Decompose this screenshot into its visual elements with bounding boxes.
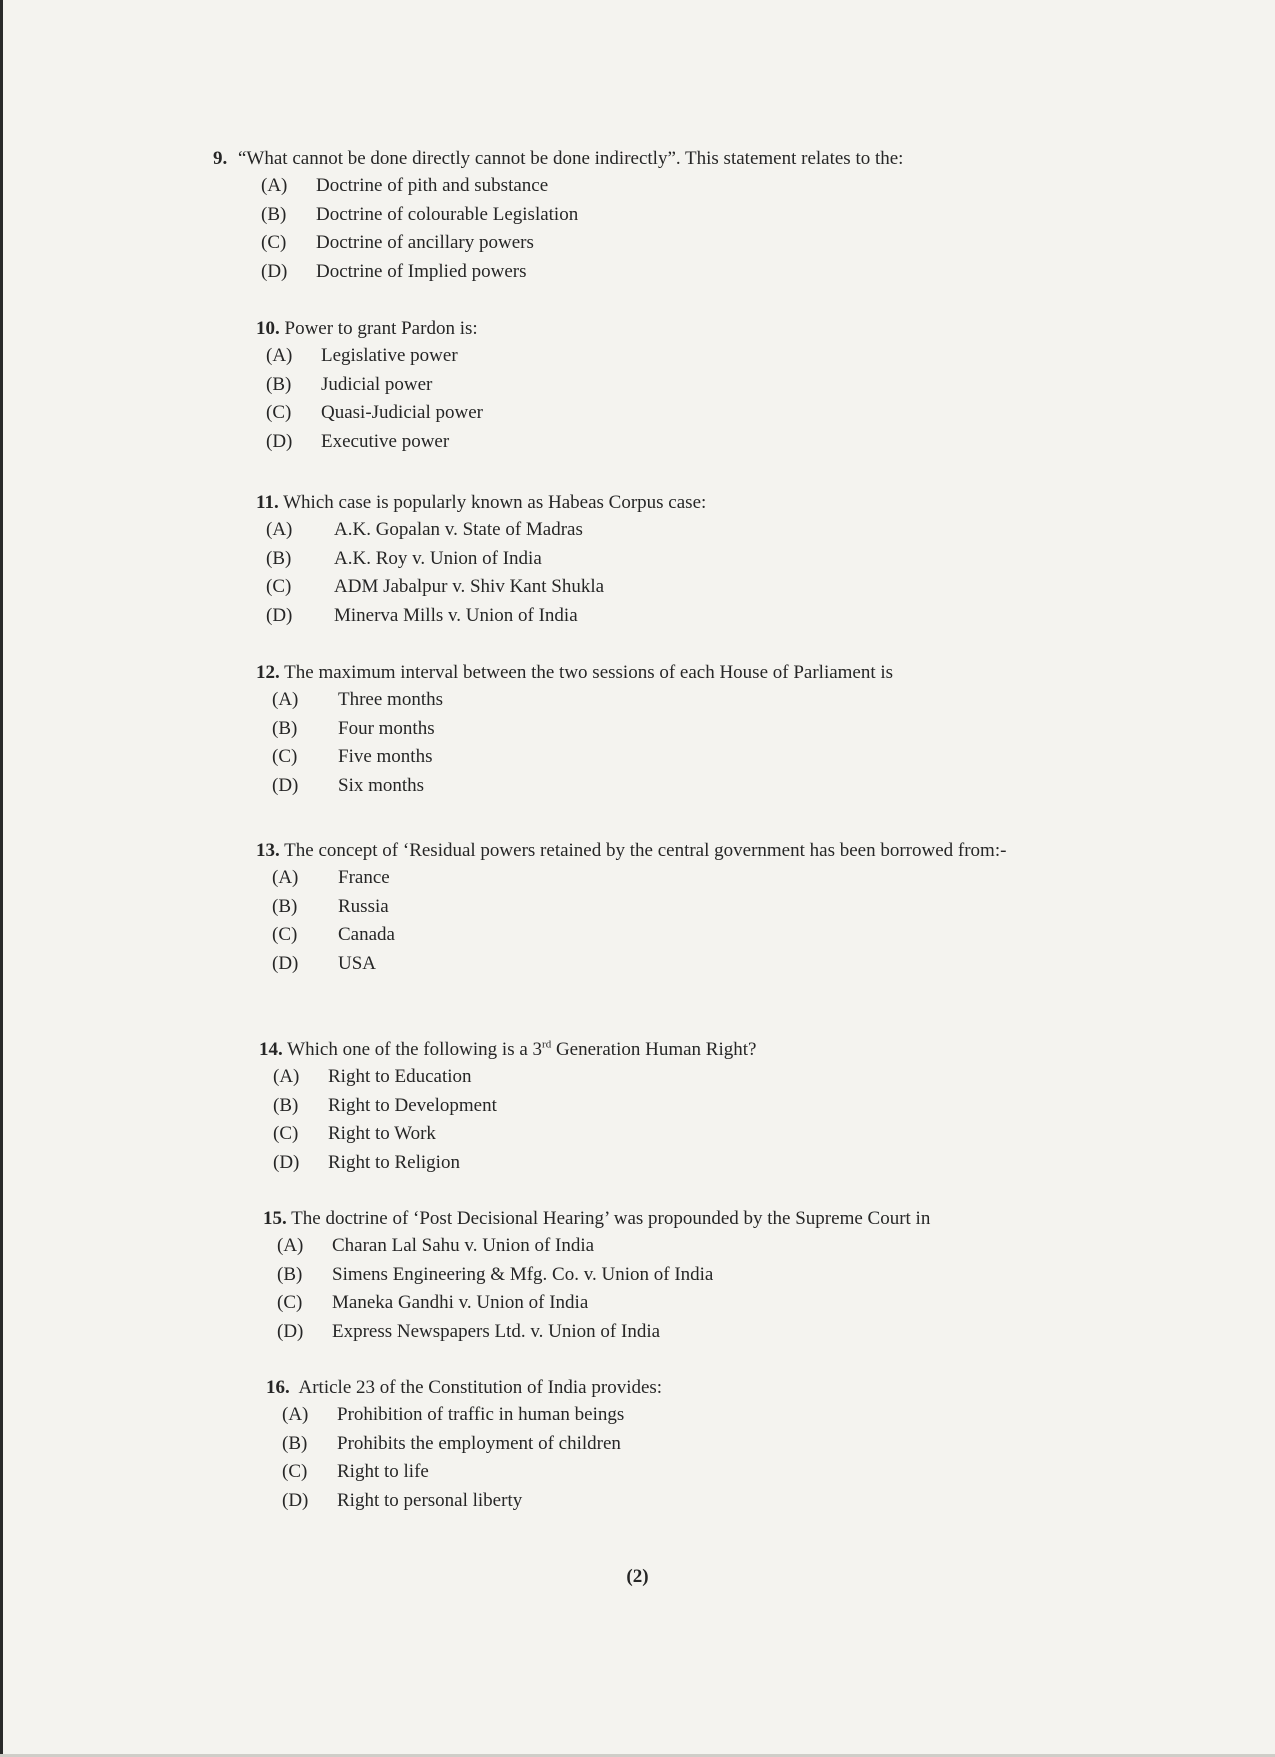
option-text: Right to Work — [328, 1123, 436, 1144]
option-letter: (B) — [277, 1263, 303, 1285]
option-c — [266, 399, 1256, 428]
option-text: Doctrine of pith and substance — [316, 175, 549, 196]
option-text: Charan Lal Sahu v. Union of India — [332, 1235, 595, 1256]
question-stem — [266, 1375, 1266, 1401]
question-10 — [256, 316, 1256, 456]
option-text: Prohibits the employment of children — [337, 1432, 621, 1454]
option-list — [261, 172, 1253, 286]
option-c — [273, 1120, 1259, 1149]
option-text: Right to Religion — [328, 1151, 460, 1173]
option-text: Doctrine of ancillary powers — [316, 232, 534, 253]
option-letter: (B) — [272, 717, 298, 739]
option-letter: (B) — [261, 203, 287, 225]
option-letter: (D) — [266, 604, 293, 626]
option-text: Prohibition of traffic in human beings — [337, 1404, 625, 1425]
option-d — [277, 1318, 1263, 1347]
option-text: Quasi-Judicial power — [321, 402, 483, 423]
option-b — [266, 545, 1256, 574]
option-text: Legislative power — [321, 345, 458, 366]
option-letter: (D) — [282, 1489, 309, 1511]
option-c — [272, 921, 1156, 950]
option-a — [272, 686, 1256, 715]
option-letter: (D) — [261, 260, 288, 282]
question-text: The doctrine of ‘Post Decisional Hearing’ was propounded by the Supreme Court in — [291, 1208, 931, 1229]
option-b — [282, 1430, 1266, 1459]
option-letter: (A) — [261, 175, 288, 196]
option-a — [277, 1232, 1263, 1261]
option-a — [261, 172, 1253, 201]
option-letter: (B) — [282, 1432, 308, 1454]
question-12 — [256, 660, 1256, 800]
option-c — [266, 573, 1256, 602]
question-number: 16. — [266, 1377, 290, 1398]
option-d — [272, 950, 1156, 979]
option-letter: (A) — [277, 1235, 304, 1256]
question-text: The maximum interval between the two sessions of each House of Parliament is — [284, 662, 894, 683]
option-letter: (A) — [266, 345, 293, 366]
option-b — [272, 715, 1256, 744]
option-c — [272, 743, 1256, 772]
option-text: Russia — [338, 895, 389, 917]
option-list — [277, 1232, 1263, 1346]
question-13 — [256, 838, 1156, 978]
option-text: A.K. Gopalan v. State of Madras — [334, 519, 583, 540]
question-text: The concept of ‘Residual powers retained by the central government has been borrowed from:- — [284, 840, 1007, 861]
option-text: Doctrine of colourable Legislation — [316, 203, 579, 225]
option-letter: (D) — [277, 1320, 304, 1342]
page-number: (2) — [626, 1566, 649, 1587]
option-text: Five months — [338, 746, 433, 767]
option-letter: (C) — [261, 232, 287, 253]
option-letter: (B) — [273, 1094, 299, 1116]
question-stem — [213, 146, 1253, 172]
option-letter: (C) — [266, 402, 292, 423]
option-text: Canada — [338, 924, 395, 945]
option-letter: (A) — [266, 519, 293, 540]
option-letter: (C) — [272, 924, 298, 945]
option-list — [272, 686, 1256, 800]
option-letter: (D) — [272, 774, 299, 796]
option-c — [277, 1289, 1263, 1318]
question-stem — [256, 490, 1256, 516]
option-text: Judicial power — [321, 373, 433, 395]
option-letter: (C) — [272, 746, 298, 767]
question-stem — [256, 316, 1256, 342]
option-letter: (D) — [266, 430, 293, 452]
option-text: Simens Engineering & Mfg. Co. v. Union of India — [332, 1263, 714, 1285]
question-text-before: Which one of the following is a 3 — [287, 1039, 543, 1060]
option-text: Executive power — [321, 430, 450, 452]
option-letter: (A) — [273, 1066, 300, 1087]
option-d — [282, 1487, 1266, 1516]
question-number: 12. — [256, 662, 280, 683]
option-letter: (A) — [282, 1404, 309, 1425]
option-text: Four months — [338, 717, 435, 739]
option-c — [282, 1458, 1266, 1487]
option-list — [266, 342, 1256, 456]
question-stem — [256, 660, 1256, 686]
option-text: Right to Education — [328, 1066, 472, 1087]
option-letter: (B) — [266, 373, 292, 395]
option-text: Minerva Mills v. Union of India — [334, 604, 578, 626]
option-letter: (D) — [272, 952, 299, 974]
question-16 — [266, 1375, 1266, 1515]
question-stem — [263, 1206, 1263, 1232]
superscript-ordinal: rd — [542, 1038, 552, 1051]
question-number: 11. — [256, 492, 279, 513]
question-11 — [256, 490, 1256, 630]
option-d — [266, 428, 1256, 457]
option-letter: (C) — [266, 576, 292, 597]
option-list — [282, 1401, 1266, 1515]
option-a — [266, 516, 1256, 545]
option-b — [273, 1092, 1259, 1121]
option-b — [272, 893, 1156, 922]
option-letter: (C) — [282, 1461, 308, 1482]
option-list — [273, 1063, 1259, 1177]
question-number: 13. — [256, 840, 280, 861]
option-a — [273, 1063, 1259, 1092]
option-d — [261, 258, 1253, 287]
question-text: Which case is popularly known as Habeas Corpus case: — [283, 492, 707, 513]
question-text: Article 23 of the Constitution of India provides: — [298, 1377, 663, 1398]
option-letter: (C) — [277, 1292, 303, 1313]
option-b — [266, 371, 1256, 400]
option-text: Three months — [338, 689, 444, 710]
option-letter: (A) — [272, 689, 299, 710]
question-text: Power to grant Pardon is: — [284, 318, 478, 339]
option-b — [277, 1261, 1263, 1290]
question-15 — [263, 1206, 1263, 1346]
question-number: 10. — [256, 318, 280, 339]
option-text: Six months — [338, 774, 425, 796]
option-text: France — [338, 867, 390, 888]
option-letter: (B) — [272, 895, 298, 917]
option-text: Doctrine of Implied powers — [316, 260, 527, 282]
option-d — [273, 1149, 1259, 1178]
option-text: USA — [338, 952, 377, 974]
option-letter: (D) — [273, 1151, 300, 1173]
option-text: A.K. Roy v. Union of India — [334, 547, 542, 569]
option-list — [272, 864, 1156, 978]
question-text-after: Generation Human Right? — [551, 1039, 757, 1060]
question-number: 15. — [263, 1208, 287, 1229]
question-9 — [213, 146, 1253, 286]
option-letter: (A) — [272, 867, 299, 888]
question-number: 14. — [259, 1039, 283, 1060]
option-text: Right to life — [337, 1461, 429, 1482]
option-text: Right to personal liberty — [337, 1489, 523, 1511]
option-text: Right to Development — [328, 1094, 497, 1116]
option-list — [266, 516, 1256, 630]
option-c — [261, 229, 1253, 258]
option-a — [282, 1401, 1266, 1430]
option-letter: (B) — [266, 547, 292, 569]
question-number: 9. — [213, 148, 228, 169]
option-a — [266, 342, 1256, 371]
option-d — [266, 602, 1256, 631]
option-b — [261, 201, 1253, 230]
question-text: “What cannot be done directly cannot be done indirectly”. This statement relates to the: — [238, 148, 904, 169]
option-d — [272, 772, 1256, 801]
option-text: Maneka Gandhi v. Union of India — [332, 1292, 589, 1313]
option-text: ADM Jabalpur v. Shiv Kant Shukla — [334, 576, 605, 597]
question-stem — [256, 838, 1156, 864]
option-letter: (C) — [273, 1123, 299, 1144]
option-text: Express Newspapers Ltd. v. Union of India — [332, 1320, 661, 1342]
question-stem — [259, 1037, 1259, 1063]
question-14 — [259, 1037, 1259, 1177]
option-a — [272, 864, 1156, 893]
